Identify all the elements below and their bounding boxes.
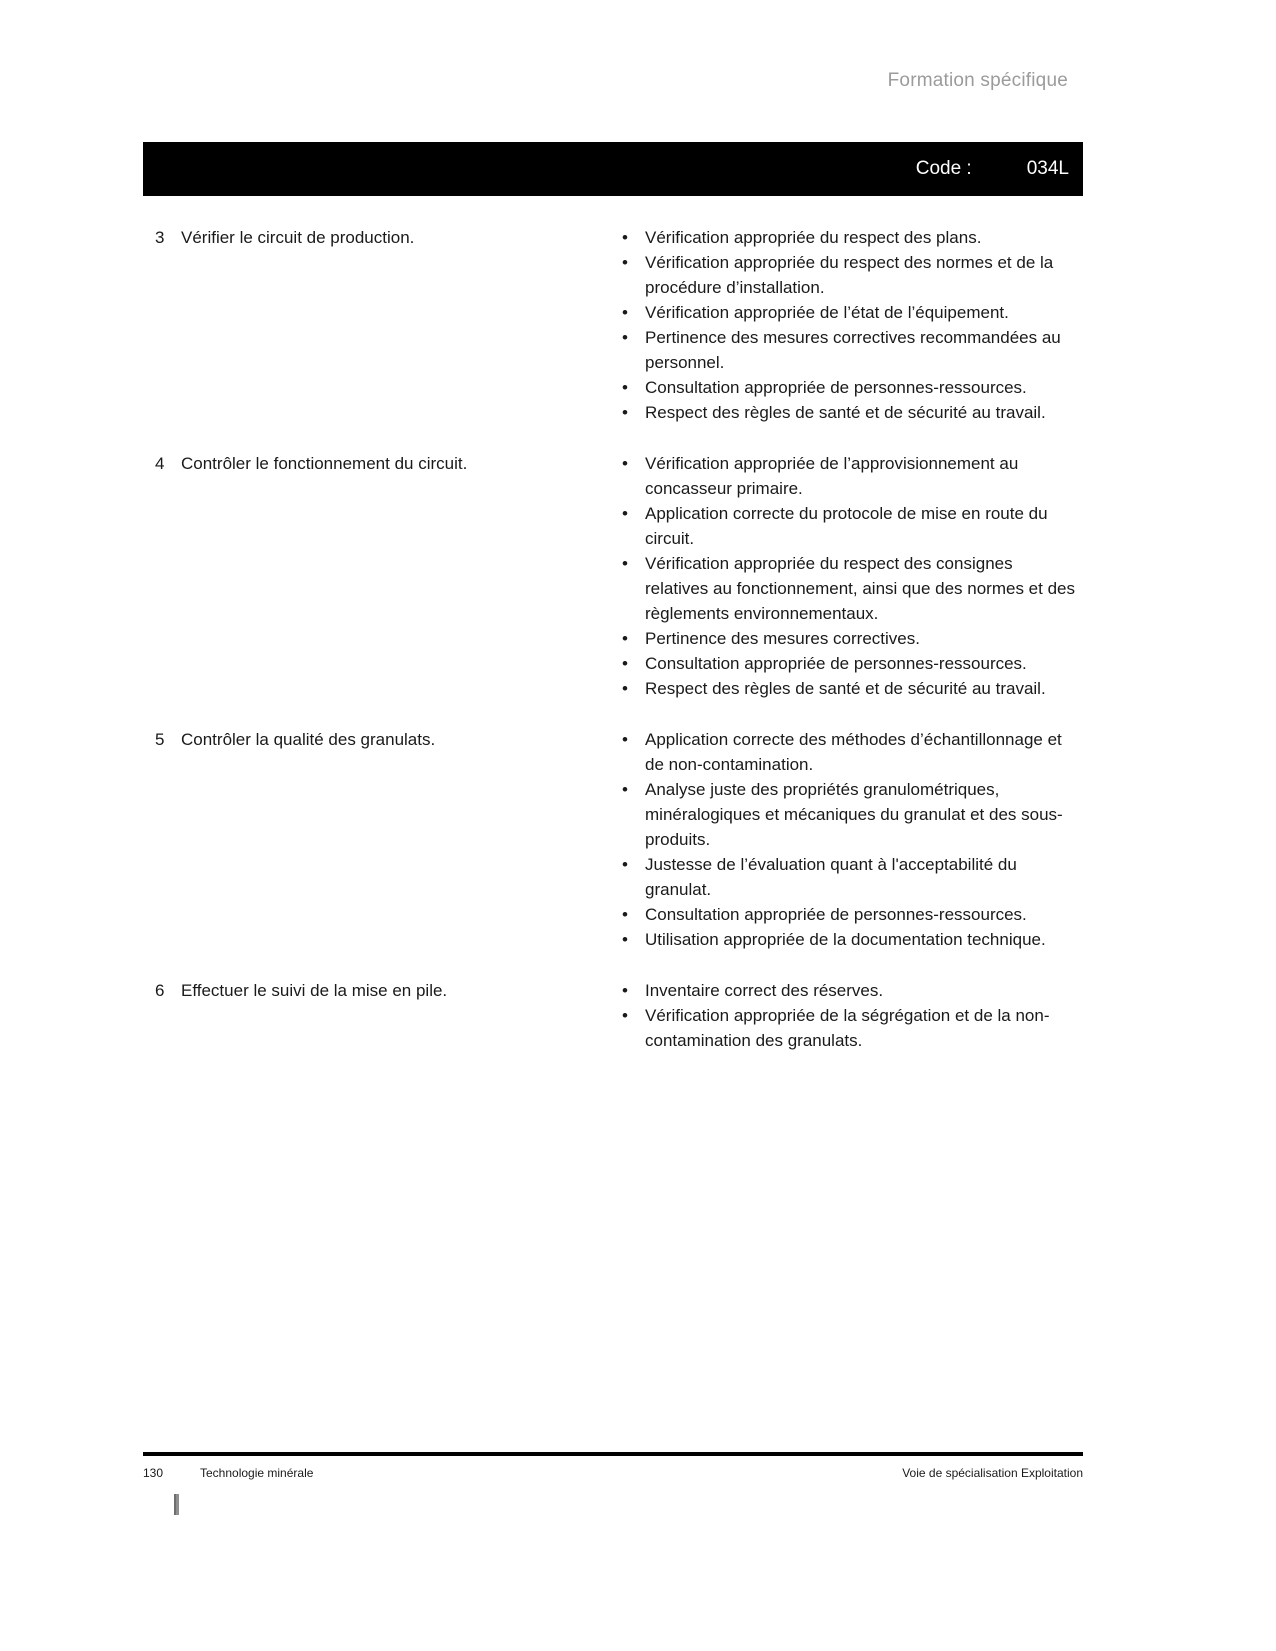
bullet-item: [622, 676, 1075, 701]
bullet-dot-icon: [622, 777, 645, 852]
bullet-dot-icon: [622, 501, 645, 551]
bullet-text: Vérification appropriée de l’approvisionnement au concasseur primaire.: [645, 454, 1019, 498]
bullet-dot-icon: [622, 325, 645, 375]
bullet-item: [622, 300, 1075, 325]
bullet-text: Inventaire correct des réserves.: [645, 981, 884, 1000]
code-bar: [143, 142, 1083, 196]
bullet-text: Pertinence des mesures correctives.: [645, 629, 920, 648]
bullet-dot-icon: [622, 852, 645, 902]
bullet-dot-icon: [622, 902, 645, 927]
bullet-item: [622, 852, 1075, 902]
bullet-list: [622, 451, 1083, 701]
bullet-dot-icon: [622, 225, 645, 250]
footer-rule: [143, 1452, 1083, 1456]
section-title: Vérifier le circuit de production.: [181, 228, 415, 247]
bullet-item: [622, 451, 1075, 501]
bullet-list: [622, 727, 1083, 952]
code-label: Code :: [915, 158, 972, 179]
bullet-item: [622, 902, 1075, 927]
section-number: 6: [155, 981, 165, 1000]
footer-left-text: Technologie minérale: [200, 1466, 314, 1480]
bullet-text: Respect des règles de santé et de sécurité au travail.: [645, 403, 1046, 422]
bullet-text: Vérification appropriée du respect des consignes relatives au fonctionnement, ainsi que des normes et des règlements environnementaux.: [645, 554, 1075, 623]
bullet-item: [622, 551, 1075, 626]
bullet-text: Justesse de l’évaluation quant à l'acceptabilité du granulat.: [645, 855, 1017, 899]
bullet-text: Consultation appropriée de personnes-ressources.: [645, 905, 1027, 924]
section-title: Effectuer le suivi de la mise en pile.: [181, 981, 448, 1000]
bullet-item: [622, 777, 1075, 852]
bullet-dot-icon: [622, 451, 645, 501]
footer-right-text: Voie de spécialisation Exploitation: [902, 1466, 1083, 1480]
section-number: 5: [155, 730, 165, 749]
section-row-4: [143, 451, 1083, 701]
bullet-dot-icon: [622, 676, 645, 701]
bullet-dot-icon: [622, 651, 645, 676]
bullet-item: [622, 651, 1075, 676]
bullet-item: [622, 1003, 1075, 1053]
bullet-dot-icon: [622, 1003, 645, 1053]
footer-margin-mark: [174, 1494, 179, 1515]
bullet-dot-icon: [622, 300, 645, 325]
bullet-dot-icon: [622, 727, 645, 777]
bullet-text: Vérification appropriée du respect des normes et de la procédure d’installation.: [645, 253, 1054, 297]
bullet-text: Vérification appropriée de l’état de l’équipement.: [645, 303, 1009, 322]
footer-page-number: 130: [143, 1466, 164, 1480]
bullet-item: [622, 325, 1075, 375]
bullet-text: Consultation appropriée de personnes-ressources.: [645, 378, 1027, 397]
bullet-dot-icon: [622, 375, 645, 400]
bullet-dot-icon: [622, 978, 645, 1003]
bullet-item: [622, 501, 1075, 551]
bullet-text: Vérification appropriée du respect des plans.: [645, 228, 982, 247]
bullet-item: [622, 978, 1075, 1003]
bullet-dot-icon: [622, 250, 645, 300]
code-value: 034L: [1026, 158, 1069, 179]
section-row-6: [143, 978, 1083, 1053]
section-title: Contrôler la qualité des granulats.: [181, 730, 436, 749]
bullet-text: Consultation appropriée de personnes-ressources.: [645, 654, 1027, 673]
section-title: Contrôler le fonctionnement du circuit.: [181, 454, 468, 473]
bullet-item: [622, 927, 1075, 952]
section-row-5: [143, 727, 1083, 952]
bullet-item: [622, 727, 1075, 777]
bullet-item: [622, 225, 1075, 250]
bullet-item: [622, 400, 1075, 425]
bullet-item: [622, 626, 1075, 651]
section-number: 3: [155, 228, 165, 247]
bullet-item: [622, 250, 1075, 300]
section-number: 4: [155, 454, 165, 473]
bullet-text: Analyse juste des propriétés granulométriques, minéralogiques et mécaniques du granulat et des sous-produits.: [645, 780, 1063, 849]
bullet-list: [622, 225, 1083, 425]
content-area: [143, 225, 1083, 1079]
bullet-text: Utilisation appropriée de la documentation technique.: [645, 930, 1046, 949]
bullet-dot-icon: [622, 626, 645, 651]
bullet-text: Pertinence des mesures correctives recommandées au personnel.: [645, 328, 1061, 372]
bullet-dot-icon: [622, 927, 645, 952]
bullet-dot-icon: [622, 551, 645, 626]
section-row-3: [143, 225, 1083, 425]
bullet-dot-icon: [622, 400, 645, 425]
bullet-item: [622, 375, 1075, 400]
bullet-list: [622, 978, 1083, 1053]
footer: [143, 1466, 1083, 1480]
bullet-text: Vérification appropriée de la ségrégation et de la non-contamination des granulats.: [645, 1006, 1050, 1050]
bullet-text: Application correcte du protocole de mise en route du circuit.: [645, 504, 1048, 548]
bullet-text: Application correcte des méthodes d’échantillonnage et de non-contamination.: [645, 730, 1062, 774]
page-header-label: Formation spécifique: [887, 70, 1068, 91]
bullet-text: Respect des règles de santé et de sécurité au travail.: [645, 679, 1046, 698]
